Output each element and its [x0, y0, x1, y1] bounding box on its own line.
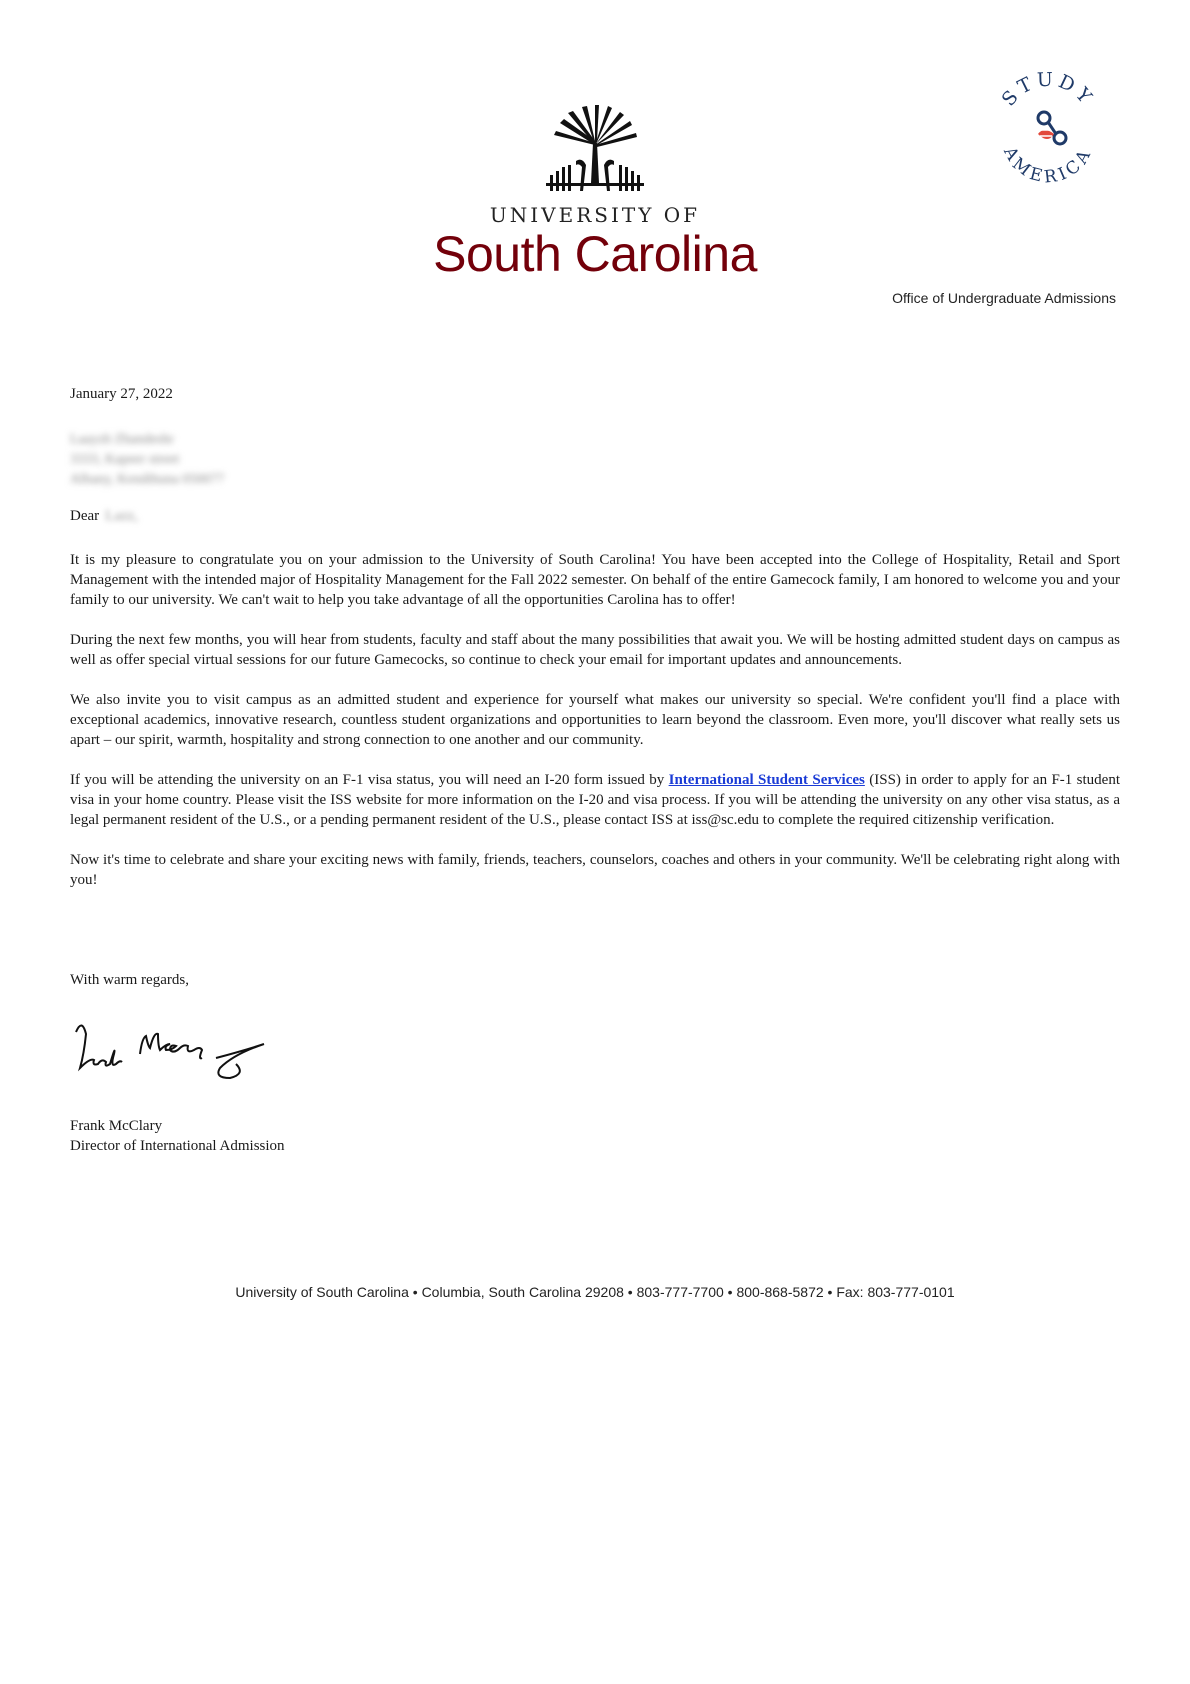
- signature-image: [66, 1010, 276, 1090]
- letter-date: January 27, 2022: [70, 386, 173, 402]
- signer-name: Frank McClary: [70, 1118, 163, 1134]
- letter-body: [70, 550, 1120, 910]
- body-paragraph: Now it's time to celebrate and share your exciting news with family, friends, teachers, counselors, coaches and others in your community. We'll be celebrating right along with you!: [70, 852, 1120, 888]
- footer-contact: University of South Carolina • Columbia, South Carolina 29208 • 803-777-7700 • 800-868-5872 • Fax: 803-777-0101: [235, 1284, 955, 1300]
- study-america-badge: [984, 66, 1114, 196]
- university-of-label: UNIVERSITY OF: [489, 203, 701, 227]
- office-label: Office of Undergraduate Admissions: [892, 290, 1116, 306]
- palmetto-tree-icon: [540, 105, 650, 201]
- closing-line: With warm regards,: [70, 972, 189, 988]
- address-line: 3333, Kapeer street: [70, 452, 180, 467]
- salutation-word: Dear: [70, 508, 100, 524]
- salutation: [70, 508, 138, 525]
- address-line: Laayzh Zhandeshr: [70, 432, 174, 447]
- university-logo: [400, 105, 790, 281]
- svg-text:STUDY: STUDY: [997, 68, 1099, 111]
- body-paragraph: It is my pleasure to congratulate you on your admission to the University of South Carolina! You have been accepted into the College of Hospitality, Retail and Sport Management with the intended major of Hospitality Management for the Fall 2022 semester. On behalf of the entire Gamecock family, I am honored to welcome you and your family to our university. We can't wait to help you take advantage of all the opportunities Carolina has to offer!: [70, 552, 1120, 608]
- address-line: Albany, Kendihuna 050077: [70, 472, 225, 487]
- signer-title: Director of International Admission: [70, 1138, 285, 1154]
- badge-emblem-icon: [1038, 112, 1066, 144]
- iss-paragraph: If you will be attending the university on an F-1 visa status, you will need an I-20 form issued by International Student Services (ISS) in order to apply for an F-1 student visa in your home country. Please visit the ISS website for more information on the I-20 and visa process. If you will be attending the university on any other visa status, as a legal permanent resident of the U.S., or a pending permanent resident of the U.S., please contact ISS at iss@sc.edu to complete the required citizenship verification.: [70, 772, 1121, 828]
- iss-link[interactable]: International Student Services: [668, 772, 865, 788]
- recipient-address: [70, 430, 224, 490]
- body-paragraph: During the next few months, you will hear from students, faculty and staff about the many possibilities that await you. We will be hosting admitted student days on campus as well as offer special virtual sessions for our future Gamecocks, so continue to check your email for important updates and announcements.: [70, 632, 1120, 668]
- svg-text:AMERICA: AMERICA: [999, 143, 1097, 188]
- body-paragraph: We also invite you to visit campus as an admitted student and experience for yourself what makes our university so special. We're confident you'll find a place with exceptional academics, innovative research, countless student organizations and opportunities to learn beyond the classroom. Even more, you'll discover what really sets us apart – our spirit, warmth, hospitality and strong connection to one another and our community.: [70, 692, 1120, 748]
- salutation-name: Lazz,: [105, 508, 139, 524]
- university-name: South Carolina: [433, 226, 757, 282]
- signer-block: [70, 1116, 285, 1156]
